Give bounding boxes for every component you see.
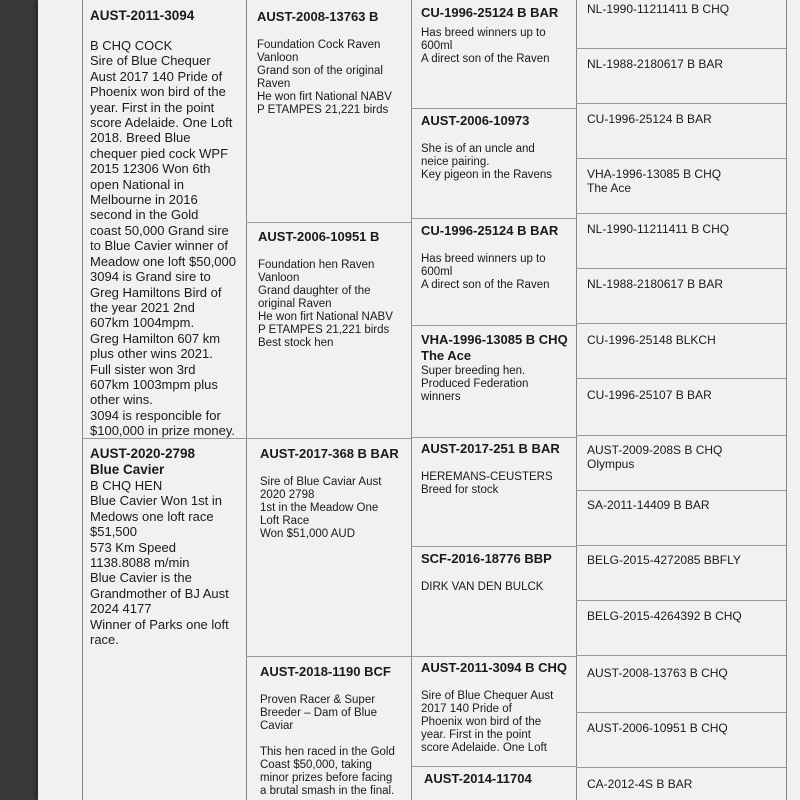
row-divider (576, 268, 786, 269)
ancestor-ring-number: CU-1996-25107 B BAR (587, 388, 712, 402)
grandparent-cell (421, 332, 573, 404)
ancestor-ring-number: AUST-2006-10951 B CHQ (587, 721, 728, 735)
bird-description: Proven Racer & Super Breeder – Dam of Blue Caviar This hen raced in the Gold Coast $50,000, taking minor prizes before facing a brutal smash in the final. (260, 694, 395, 797)
ancestor-ring-number: CU-1996-25124 B BAR (587, 112, 712, 126)
parent-cell (258, 229, 408, 350)
bird-description: B CHQ HEN Blue Cavier Won 1st in Medows one loft race $51,500 573 Km Speed 1138.8088 m/min Blue Cavier is the Grandmother of BJ Aust 2024 4177 Winner of Parks one loft race. (90, 478, 229, 648)
grandparent-cell (421, 223, 573, 292)
grandparent-cell (421, 5, 573, 66)
bird-description: Sire of Blue Chequer Aust 2017 140 Pride of Phoenix won bird of the year. First in the point score Adelaide. One Loft (421, 690, 554, 754)
bird-description: She is of an uncle and neice pairing. Key pigeon in the Ravens (421, 143, 553, 181)
grandparent-cell (424, 771, 576, 787)
parent-cell (260, 664, 410, 798)
bird-description: Sire of Blue Caviar Aust 2020 2798 1st in the Meadow One Loft Race Won $51,000 AUD (260, 476, 382, 540)
row-divider (576, 48, 786, 49)
bird-description: HEREMANS-CEUSTERS Breed for stock (421, 471, 553, 496)
bird-ring-number: AUST-2018-1190 BCF (260, 664, 391, 679)
bird-ring-number: AUST-2020-2798 (90, 446, 196, 461)
bird-ring-number: AUST-2011-3094 B CHQ (421, 660, 567, 675)
bird-name: Blue Cavier (90, 462, 165, 477)
row-divider (246, 656, 411, 657)
row-divider (576, 767, 786, 768)
bird-description: Has breed winners up to 600ml A direct son of the Raven (421, 253, 550, 291)
bird-ring-number: AUST-2006-10951 B (258, 229, 380, 244)
row-divider (411, 325, 576, 326)
row-divider (576, 655, 786, 656)
subject-bird-cell (90, 8, 242, 439)
row-divider (576, 490, 786, 491)
bird-ring-number: CU-1996-25124 B BAR (421, 223, 559, 238)
ancestor-ring-number: VHA-1996-13085 B CHQ The Ace (587, 167, 722, 195)
ancestor-ring-number: NL-1988-2180617 B BAR (587, 277, 724, 291)
bird-description: Foundation hen Raven Vanloon Grand daughter of the original Raven He won firt National NABV P ETAMPES 21,221 birds Best stock hen (258, 259, 393, 349)
row-divider (576, 213, 786, 214)
row-divider (576, 378, 786, 379)
row-divider (411, 766, 576, 767)
bird-ring-number: VHA-1996-13085 B CHQ The Ace (421, 332, 568, 363)
bird-description: B CHQ COCK Sire of Blue Chequer Aust 2017 140 Pride of Phoenix won bird of the year. First in the point score Adelaide. One Loft 2018. Breed Blue chequer pied cock WPF 2015 12306 Won 6th open National in Melbourne in 2016 second in the Gold coast 50,000 Grand sire to Blue Cavier winner of Meadow one loft $50,000 3094 is Grand sire to Greg Hamiltons Bird of the year 2021 2nd 607km 1004mpm. Greg Hamilton 607 km plus other wins 2021. Full sister won 3rd 607km 1003mpm plus other wins. 3094 is responcible for $100,000 in prize money. (90, 38, 236, 439)
bird-description: Foundation Cock Raven Vanloon Grand son of the original Raven He won firt National NABV P ETAMPES 21,221 birds (257, 39, 392, 116)
row-divider (576, 323, 786, 324)
row-divider (411, 437, 576, 438)
grandparent-cell (421, 113, 573, 182)
column-divider (246, 0, 247, 800)
column-divider (576, 0, 577, 800)
row-divider (576, 158, 786, 159)
parent-cell (257, 9, 407, 117)
bird-ring-number: AUST-2017-368 B BAR (260, 446, 399, 461)
bird-ring-number: CU-1996-25124 B BAR (421, 5, 559, 20)
bird-ring-number: AUST-2017-251 B BAR (421, 441, 560, 456)
bird-ring-number: AUST-2014-11704 (424, 771, 532, 786)
column-divider (411, 0, 412, 800)
grandparent-cell (421, 441, 573, 497)
ancestor-ring-number: AUST-2009-208S B CHQ Olympus (587, 443, 723, 471)
ancestor-ring-number: CA-2012-4S B BAR (587, 777, 693, 791)
bird-description: DIRK VAN DEN BULCK (421, 581, 544, 593)
bird-description: Has breed winners up to 600ml A direct son of the Raven (421, 27, 550, 65)
row-divider (411, 546, 576, 547)
row-divider (411, 656, 576, 657)
grandparent-cell (421, 660, 573, 755)
ancestor-ring-number: NL-1988-2180617 B BAR (587, 57, 724, 71)
ancestor-ring-number: NL-1990-11211411 B CHQ (587, 222, 730, 236)
bird-description: Super breeding hen. Produced Federation winners (421, 365, 529, 403)
parent-cell (260, 446, 410, 541)
ancestor-ring-number: SA-2011-14409 B BAR (587, 498, 710, 512)
column-divider (82, 0, 83, 800)
ancestor-ring-number: BELG-2015-4272085 BBFLY (587, 553, 741, 567)
row-divider (576, 545, 786, 546)
ancestor-ring-number: BELG-2015-4264392 B CHQ (587, 609, 742, 623)
bird-ring-number: AUST-2008-13763 B (257, 9, 379, 24)
ancestor-ring-number: CU-1996-25148 BLKCH (587, 333, 716, 347)
row-divider (411, 218, 576, 219)
row-divider (411, 108, 576, 109)
bird-ring-number: AUST-2011-3094 (90, 8, 195, 23)
ancestor-ring-number: NL-1990-11211411 B CHQ (587, 2, 730, 16)
row-divider (246, 438, 411, 439)
dam-cell (90, 446, 242, 647)
bird-ring-number: SCF-2016-18776 BBP (421, 551, 552, 566)
row-divider (576, 600, 786, 601)
grandparent-cell (421, 551, 573, 594)
column-divider (786, 0, 787, 800)
row-divider (576, 435, 786, 436)
row-divider (246, 222, 411, 223)
bird-ring-number: AUST-2006-10973 (421, 113, 530, 128)
row-divider (576, 103, 786, 104)
row-divider (576, 712, 786, 713)
ancestor-ring-number: AUST-2008-13763 B CHQ (587, 666, 728, 680)
